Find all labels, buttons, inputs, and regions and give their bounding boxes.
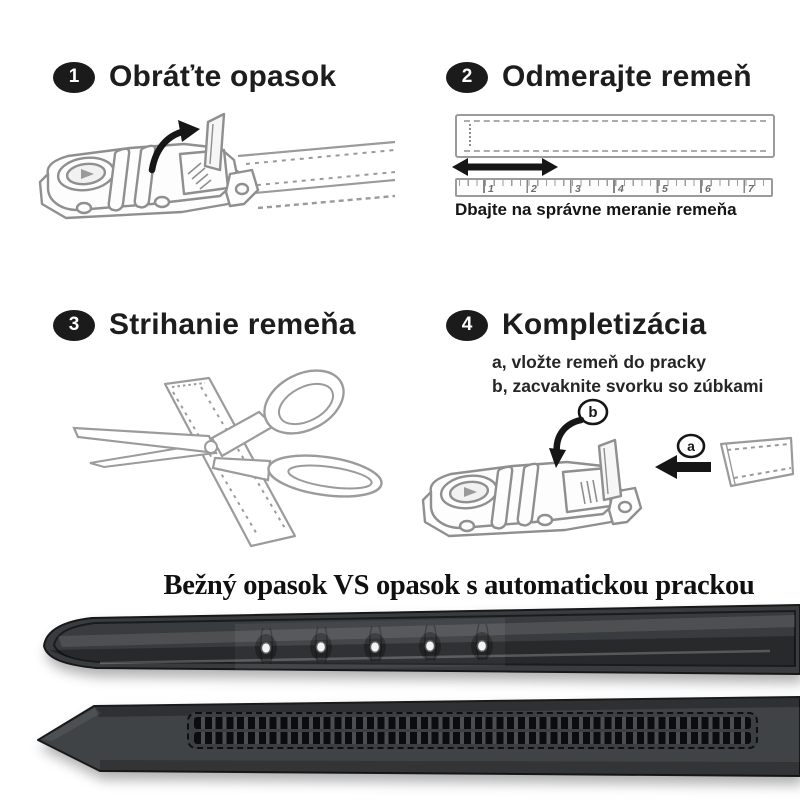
strap-end-piece <box>721 438 793 486</box>
close-arrow-icon <box>549 420 581 468</box>
ratchet-track <box>187 712 758 749</box>
substep-a-text: vložte remeň do pracky <box>511 352 707 372</box>
step2-header <box>446 60 752 94</box>
step4-number-badge: 4 <box>446 310 488 341</box>
strap-stitch-top <box>464 120 766 122</box>
step3-title: Strihanie remeňa <box>109 308 356 341</box>
step3-number-badge: 3 <box>53 310 95 341</box>
step2-caption: Dbajte na správne meranie remeňa <box>455 200 737 219</box>
substep-b-prefix: b, <box>492 376 508 396</box>
step3-header <box>53 308 356 342</box>
comparison-heading: Bežný opasok VS opasok s automatickou prackou <box>163 570 755 601</box>
strap-stitch-end <box>469 124 471 146</box>
ruler-number: 7 <box>748 183 754 195</box>
marker-b-label: b <box>588 404 598 421</box>
ratchet-teeth-row <box>194 717 751 729</box>
ruler-number: 4 <box>618 183 624 195</box>
step1-title: Obráťte opasok <box>109 60 337 93</box>
ruler-number: 1 <box>488 183 494 195</box>
ruler <box>455 178 773 197</box>
insert-arrow-icon <box>655 455 711 479</box>
strap-to-measure <box>455 114 775 158</box>
ratchet-teeth-row <box>194 732 751 744</box>
step4-header <box>446 308 706 342</box>
step2-number-badge: 2 <box>446 62 488 93</box>
buckle-assembly-illustration <box>415 396 795 548</box>
substep-b <box>492 374 763 398</box>
buckle-flip-illustration <box>30 104 395 234</box>
marker-a-label: a <box>687 438 695 454</box>
step2-title: Odmerajte remeň <box>502 60 752 93</box>
scissors-cut-illustration <box>62 366 392 552</box>
step4-title: Kompletizácia <box>502 308 707 341</box>
regular-belt-photo <box>0 602 800 690</box>
step1-header <box>53 60 336 94</box>
substep-a-prefix: a, <box>492 352 507 372</box>
ruler-number: 2 <box>531 183 537 195</box>
ruler-number: 5 <box>662 183 668 195</box>
measure-arrow-icon <box>450 155 560 179</box>
step1-number-badge: 1 <box>53 62 95 93</box>
ruler-number: 6 <box>705 183 711 195</box>
ruler-number: 3 <box>575 183 581 195</box>
belt-strap-lines <box>238 142 395 208</box>
step4-substeps <box>492 350 763 398</box>
marker-a-badge <box>678 435 704 457</box>
substep-b-text: zacvaknite svorku so zúbkami <box>512 376 764 396</box>
strap-stitch-bottom <box>464 150 766 152</box>
substep-a <box>492 350 763 374</box>
